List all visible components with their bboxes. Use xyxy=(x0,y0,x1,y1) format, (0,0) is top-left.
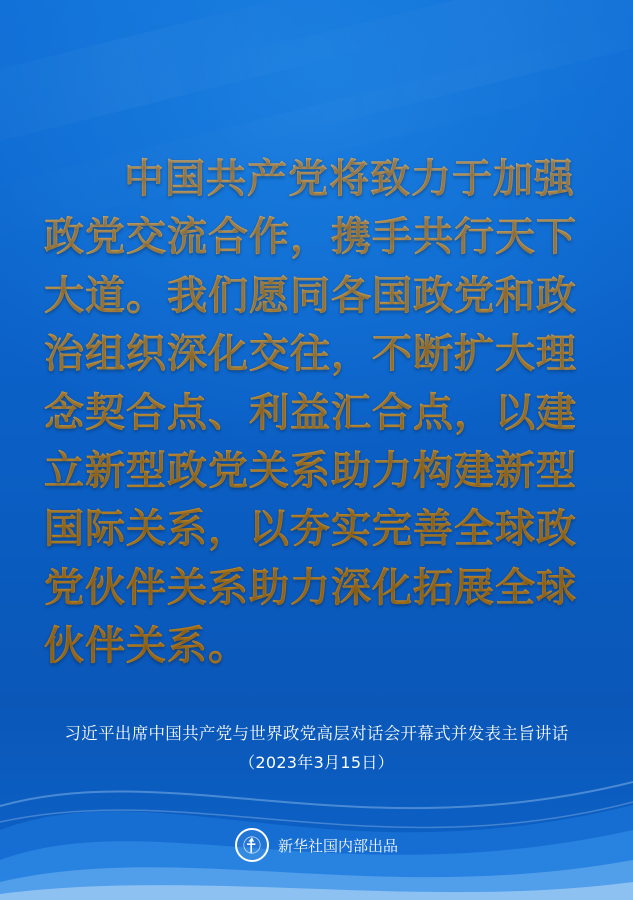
xinhua-logo-icon xyxy=(235,828,269,862)
light-streak-decoration xyxy=(179,0,633,156)
credit-text: 新华社国内部出品 xyxy=(277,836,398,855)
caption-line-2: （2023年3月15日） xyxy=(239,752,394,772)
wave-decoration xyxy=(0,710,633,900)
credit-block xyxy=(0,828,633,862)
quote-text: 中国共产党将致力于加强政党交流合作，携手共行天下大道。我们愿同各国政党和政治组织深化交往，不断扩大理念契合点、利益汇合点，以建立新型政党关系助力构建新型国际关系，以夯实完善全球政党伙伴关系助力深化拓展全球伙伴关系。 xyxy=(44,150,593,676)
caption-line-1: 习近平出席中国共产党与世界政党高层对话会开幕式并发表主旨讲话 xyxy=(64,724,569,743)
light-streak-decoration xyxy=(0,0,381,172)
